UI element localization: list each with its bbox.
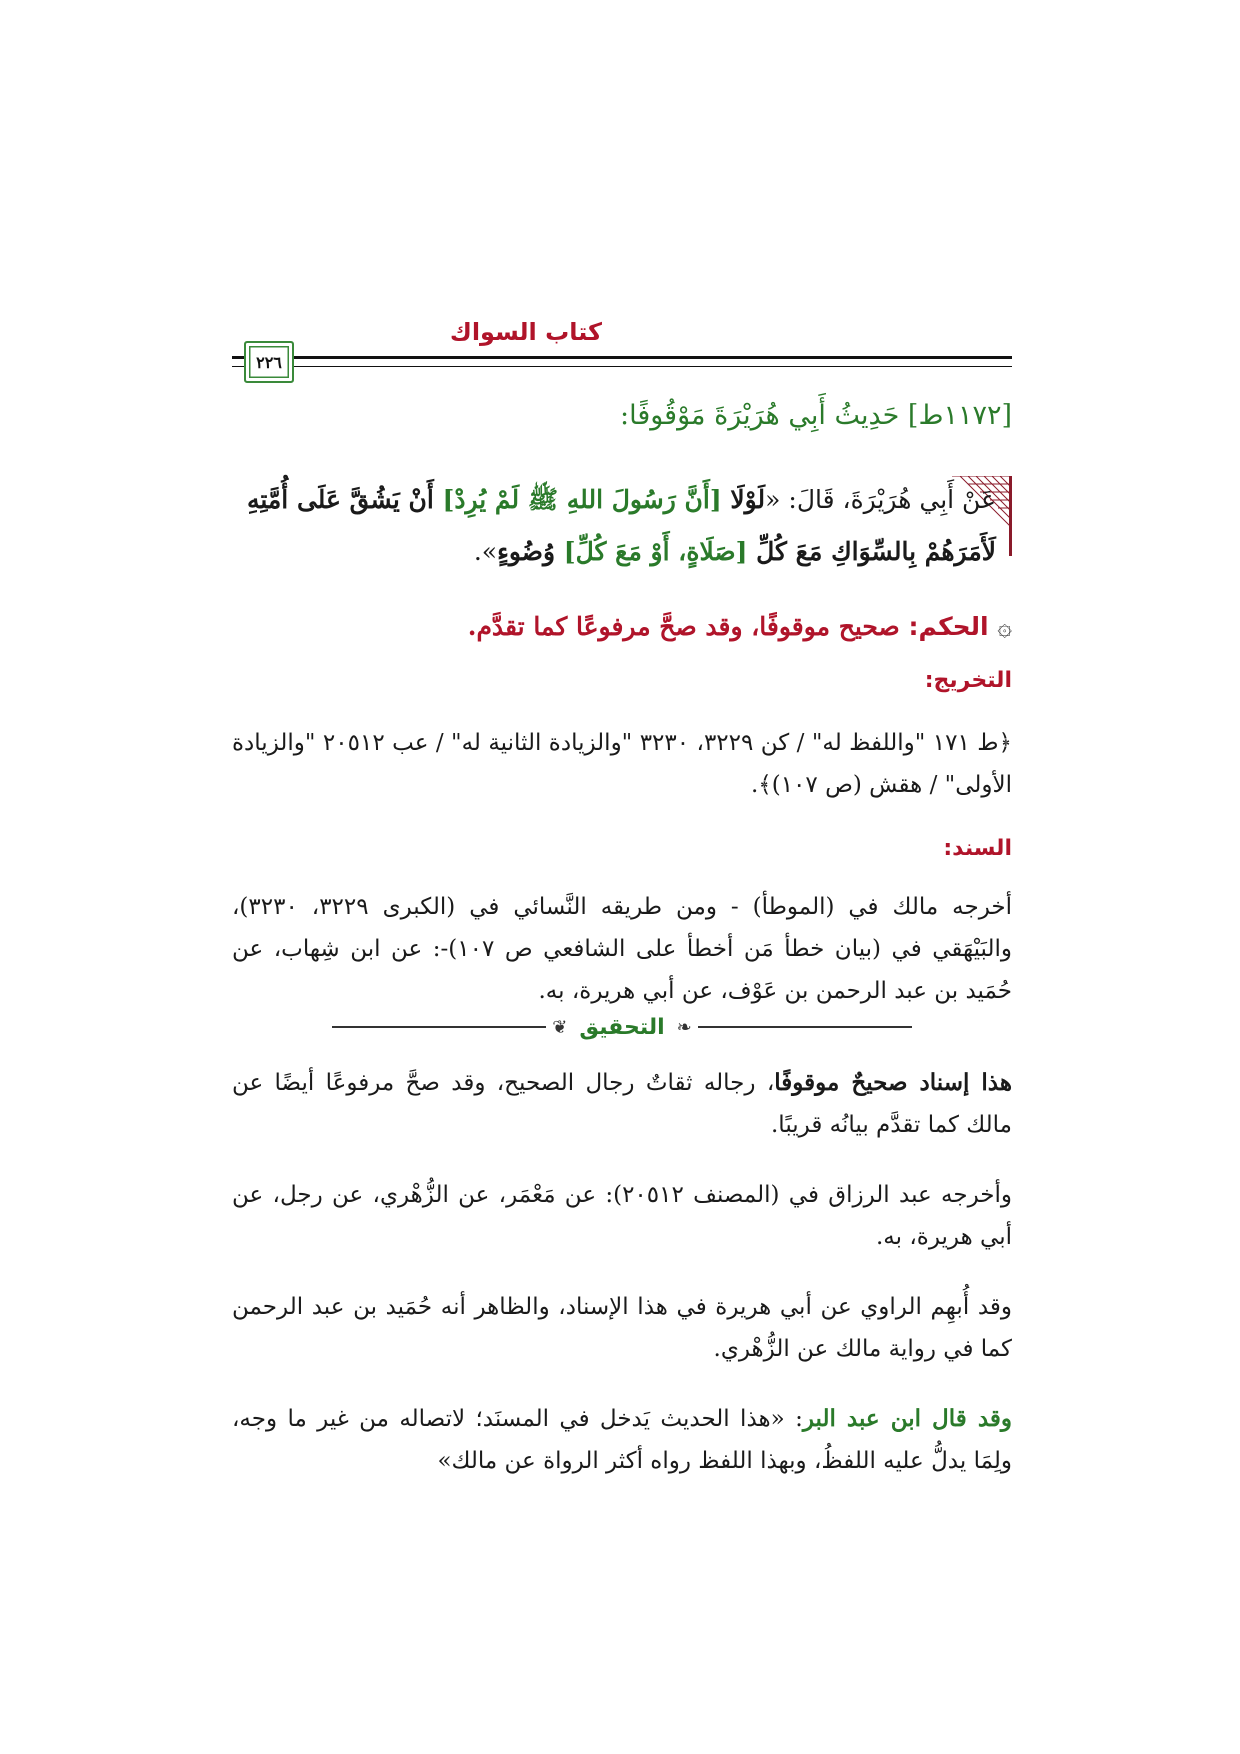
ornament-icon: ❧ (676, 1016, 692, 1038)
takhrij-text: ﴿ط ١٧١ "واللفظ له" / كن ٣٢٢٩، ٣٢٣٠ "والزيادة الثانية له" / عب ٢٠٥١٢ "والزيادة الأولى" / هقش (ص ١٠٧)﴾. (232, 730, 1012, 798)
hadith-addition: [صَلَاةٍ، أَوْ مَعَ كُلِّ] (555, 537, 748, 566)
hadith-text (226, 474, 996, 578)
tahqiq-paragraph: وأخرجه عبد الرزاق في (المصنف ٢٠٥١٢): عن مَعْمَر، عن الزُّهْري، عن رجل، عن أبي هريرة، به. (232, 1182, 1012, 1250)
takhrij-heading: التخريج: (924, 668, 1012, 693)
section-divider (332, 1012, 912, 1042)
hadith-text-part: لَوْلَا (721, 485, 766, 514)
hadith-text-part: أَنْ يَشُقَّ عَلَى أُمَّتِهِ لَأَمَرَهُمْ بِالسِّوَاكِ مَعَ كُلِّ (246, 485, 996, 566)
tahqiq-paragraph (232, 1062, 1012, 1146)
hadith-addition: [أَنَّ رَسُولَ اللهِ ﷺ لَمْ يُرِدْ] (433, 485, 722, 514)
flower-icon: ۞ (997, 612, 1012, 641)
book-page (232, 0, 1012, 1754)
tahqiq-paragraph-text: : «هذا الحديث يَدخل في المسنَد؛ لاتصاله من غير ما وجه، ولِمَا يدلُّ عليه اللفظُ، وبهذا اللفظ رواه أكثر الرواة عن مالك» (232, 1406, 1012, 1474)
sanad-heading: السند: (943, 836, 1012, 861)
tahqiq-paragraph-text: ، رجاله ثقاتٌ رجال الصحيح، وقد صحَّ مرفوعًا أيضًا عن مالك كما تقدَّم بيانُه قريبًا. (232, 1070, 1012, 1138)
ruling-label: الحكم: (908, 612, 989, 641)
hadith-intro: عَنْ أَبِي هُرَيْرَةَ، قَالَ: « (765, 485, 996, 514)
header-rule (232, 366, 244, 367)
ruling-text: صحيح موقوفًا، وقد صحَّ مرفوعًا كما تقدَّم. (467, 612, 909, 641)
ruling (232, 612, 1012, 641)
ornament-icon: ❦ (552, 1016, 568, 1038)
tahqiq-verdict: هذا إسناد صحيحٌ موقوفًا (774, 1069, 1012, 1096)
quoted-scholar: وقد قال ابن عبد البر (802, 1405, 1013, 1432)
page-number: ٢٢٦ (256, 352, 282, 372)
tahqiq-paragraph (232, 1398, 1012, 1482)
divider-line (332, 1026, 546, 1028)
header-rule (232, 356, 244, 359)
tahqiq-paragraph: وقد أُبهِم الراوي عن أبي هريرة في هذا الإسناد، والظاهر أنه حُمَيد بن عبد الرحمن كما في رواية مالك عن الزُّهْري. (232, 1294, 1012, 1362)
hadith-close: ». (473, 537, 498, 566)
hadith-title: [١١٧٢ط] حَدِيثُ أَبِي هُرَيْرَةَ مَوْقُوفًا: (620, 400, 1012, 431)
divider-line (698, 1026, 912, 1028)
header-rule (290, 366, 1012, 367)
header-rule (290, 356, 1012, 359)
running-header-title: كتاب السواك (449, 318, 602, 346)
tahqiq-heading: التحقيق (579, 1014, 665, 1040)
sanad-text: أخرجه مالك في (الموطأ) - ومن طريقه النَّسائي في (الكبرى ٣٢٢٩، ٣٢٣٠)، والبَيْهَقي في (بيان خطأ مَن أخطأ على الشافعي ص ١٠٧)-: عن ابن شِهاب، عن حُمَيد بن عبد الرحمن بن عَوْف، عن أبي هريرة، به. (232, 894, 1013, 1004)
page-number-frame (244, 341, 294, 383)
hadith-text-part: وُضُوءٍ (497, 537, 556, 566)
